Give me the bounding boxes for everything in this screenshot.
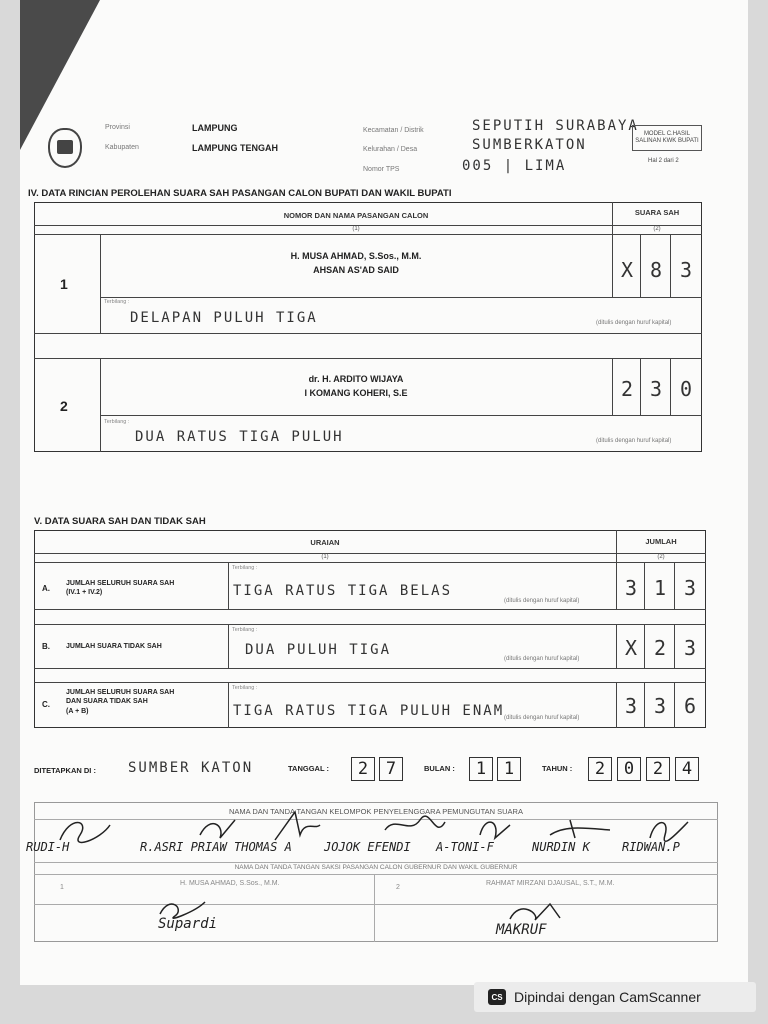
saksi-label: RAHMAT MIRZANI DJAUSAL, S.T., M.M. xyxy=(486,880,615,887)
provinsi-value: LAMPUNG xyxy=(192,123,238,133)
candidate-names: dr. H. ARDITO WIJAYA I KOMANG KOHERI, S.E xyxy=(304,374,408,398)
camscanner-logo-icon: CS xyxy=(488,989,506,1005)
total-digit: 1 xyxy=(653,576,667,600)
vote-digit: 2 xyxy=(620,377,634,401)
watermark-text: Dipindai dengan CamScanner xyxy=(514,989,701,1005)
kpu-logo-icon xyxy=(48,128,82,168)
kecamatan-label: Kecamatan / Distrik xyxy=(363,127,424,134)
col-header-desc: URAIAN xyxy=(310,538,340,547)
votes-in-words: DELAPAN PULUH TIGA xyxy=(130,310,318,326)
kpps-signature: A-TONI-F xyxy=(436,840,494,854)
section5-title: V. DATA SUARA SAH DAN TIDAK SAH xyxy=(34,516,206,527)
col-header-total: JUMLAH xyxy=(645,537,677,546)
kecamatan-value: SEPUTIH SURABAYA xyxy=(472,118,639,134)
total-digit: X xyxy=(624,636,638,660)
votes-in-words: DUA RATUS TIGA PULUH xyxy=(135,429,344,445)
kelurahan-value: SUMBERKATON xyxy=(472,137,587,153)
signature-scribbles xyxy=(50,810,690,850)
total-in-words: DUA PULUH TIGA xyxy=(245,642,392,658)
candidate-names: H. MUSA AHMAD, S.Sos., M.M. AHSAN AS'AD SAID xyxy=(290,251,422,275)
vote-digit: 3 xyxy=(649,377,663,401)
kpps-signature: RUDI-H xyxy=(26,840,70,854)
tps-label: Nomor TPS xyxy=(363,166,400,173)
vote-digit: 0 xyxy=(679,377,693,401)
total-digit: 3 xyxy=(683,636,697,660)
candidate-number: 1 xyxy=(60,276,68,292)
row-c-desc: JUMLAH SELURUH SUARA SAH DAN SUARA TIDAK SAH (A + B) xyxy=(66,689,175,715)
total-digit: 3 xyxy=(624,694,638,718)
total-digit: 3 xyxy=(624,576,638,600)
kpps-signature: RIDWAN.P xyxy=(622,840,680,854)
kpps-signature: R.ASRI PRIAW xyxy=(140,840,227,854)
tanggal-label: TANGGAL : xyxy=(288,764,329,773)
tahun-label: TAHUN : xyxy=(542,764,573,773)
kpps-title: NAMA DAN TANDA TANGAN KELOMPOK PENYELENGGARA PEMUNGUTAN SUARA xyxy=(229,807,523,816)
kabupaten-value: LAMPUNG TENGAH xyxy=(192,143,278,153)
bulan-label: BULAN : xyxy=(424,764,455,773)
kpps-signature: THOMAS A xyxy=(234,840,292,854)
saksi-title: NAMA DAN TANDA TANGAN SAKSI PASANGAN CALON GUBERNUR DAN WAKIL GUBERNUR xyxy=(234,864,518,871)
page-number: Hal 2 dari 2 xyxy=(648,158,679,164)
tps-value: 005 | LIMA xyxy=(462,158,567,174)
total-digit: 2 xyxy=(653,636,667,660)
vote-digit: 3 xyxy=(679,258,693,282)
col-header-votes: SUARA SAH xyxy=(634,208,680,217)
form-model-badge: MODEL C.HASIL SALINAN KWK BUPATI xyxy=(632,125,702,151)
row-a-desc: JUMLAH SELURUH SUARA SAH (IV.1 + IV.2) xyxy=(66,580,175,597)
total-digit: 3 xyxy=(683,576,697,600)
place-value: SUMBER KATON xyxy=(128,760,254,776)
section4-title: IV. DATA RINCIAN PEROLEHAN SUARA SAH PASANGAN CALON BUPATI DAN WAKIL BUPATI xyxy=(28,188,452,199)
total-in-words: TIGA RATUS TIGA BELAS xyxy=(233,583,453,599)
candidate-number: 2 xyxy=(60,398,68,414)
kpps-signature: NURDIN K xyxy=(532,840,590,854)
row-b-desc: JUMLAH SUARA TIDAK SAH xyxy=(66,643,162,650)
vote-digit: X xyxy=(620,258,634,282)
total-digit: 6 xyxy=(683,694,697,718)
col-header-name: NOMOR DAN NAMA PASANGAN CALON xyxy=(283,211,429,220)
kelurahan-label: Kelurahan / Desa xyxy=(363,146,418,153)
saksi-label: H. MUSA AHMAD, S.Sos., M.M. xyxy=(180,880,280,887)
vote-digit: 8 xyxy=(649,258,663,282)
ditetapkan-label: DITETAPKAN DI : xyxy=(34,766,96,775)
total-in-words: TIGA RATUS TIGA PULUH ENAM xyxy=(233,703,505,719)
scanned-document: Provinsi LAMPUNG Kabupaten LAMPUNG TENGAH Kecamatan / Distrik SEPUTIH SURABAYA Kelurahan / Desa SUMBERKATON Nomor TPS 005 | LIMA MODEL C.HASIL SALINAN KWK BUPATI Hal 2 dari 2 IV. DATA RINCIAN PEROLEHAN SUARA SAH PASANGAN CALON BUPATI DAN WAKIL BUPATI NOMOR DAN NAMA PASANGAN CALON SUARA SAH (1) (2) 1 H. MUSA AHMAD, S.Sos., M.M. AHSAN AS'AD SAID X 8 3 Terbilang : DELAPAN PULUH TIGA (ditulis dengan huruf kapital) 2 dr. H. ARDITO WIJAYA I KOMANG KOHERI, S.E 2 3 0 Terbilang : DUA RATUS TIGA PULUH (ditulis dengan huruf kapital) V. DATA SUARA SAH DAN TIDAK SAH URAIAN JUMLAH (1) (2) A. JUMLAH SELURUH SUARA SAH (IV.1 + IV.2) Terbilang : TIGA RATUS TIGA BELAS (ditulis dengan huruf kapital) 3 1 3 B. JUMLAH SUARA TIDAK SAH Terbilang : DUA PULUH TIGA (ditulis dengan huruf kapital) X 2 3 C. JUMLAH SELURUH SUARA SAH DAN SUARA TIDAK SAH (A + B) Terbilang : TIGA RATUS TIGA PULUH ENAM (ditulis dengan huruf kapital) 3 3 6 DITETAPKAN DI : SUMBER KATON TANGGAL : 2 7 BULAN : 1 1 TAHUN : 2 0 2 4 NAMA DAN TANDA TANGAN KELOMPOK PENYELENGGARA PEMUNGUTAN SUARA NAMA DAN TANDA TANGAN SAKSI PASANGAN CALON GUBERNUR DAN WAKIL GUBERNUR RUDI-H R.ASRI PRIAW THOMAS A JOJOK EFENDI A-TONI-F NURDIN K RIDWAN.P 1 H. MUSA AHMAD, S.Sos., M.M. 2 RAHMAT MIRZANI DJAUSAL, S.T., M.M. Supardi MAKRUF xyxy=(20,0,748,985)
kpps-signature: JOJOK EFENDI xyxy=(324,840,411,854)
saksi-signature: MAKRUF xyxy=(496,922,547,938)
camscanner-watermark xyxy=(474,982,756,1012)
saksi-signature: Supardi xyxy=(158,916,218,932)
kabupaten-label: Kabupaten xyxy=(105,144,139,151)
provinsi-label: Provinsi xyxy=(105,124,130,131)
saksi-scribbles xyxy=(150,894,590,922)
total-digit: 3 xyxy=(653,694,667,718)
